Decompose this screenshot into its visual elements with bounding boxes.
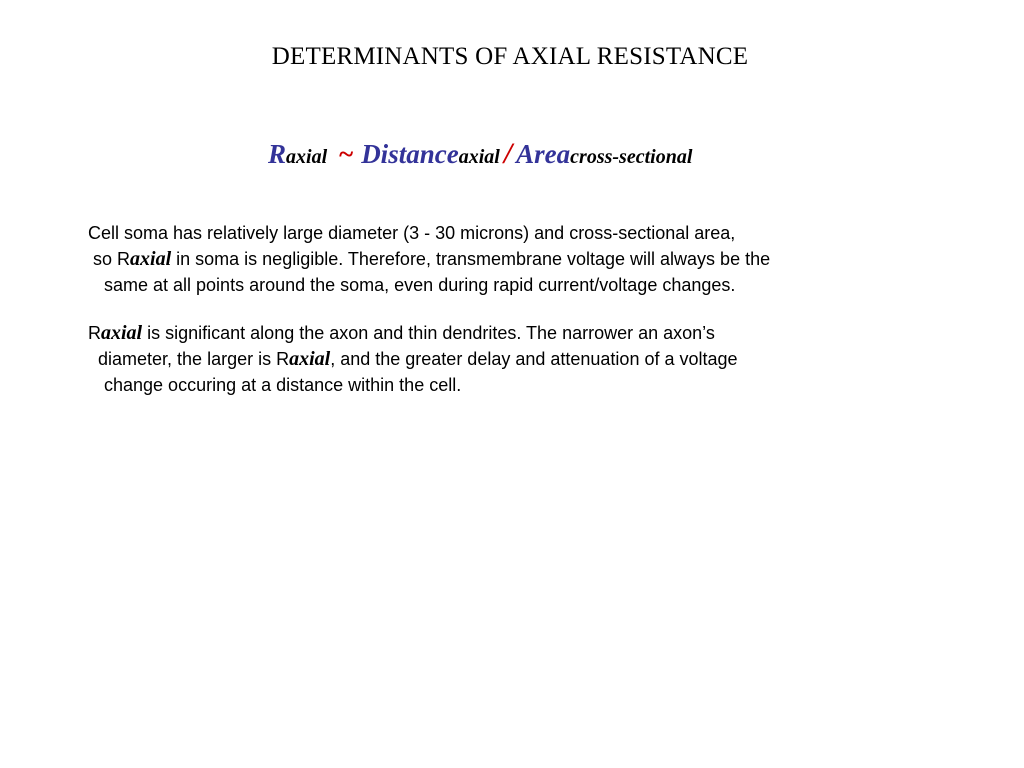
soma-paragraph-line-2 — [93, 246, 770, 272]
soma-paragraph-line-1: Cell soma has relatively large diameter (3 - 30 microns) and cross-sectional area, — [88, 223, 736, 243]
axon-line-1-axial: axial — [101, 322, 143, 344]
axial-resistance-formula — [268, 134, 828, 179]
soma-line-2-prefix: so R — [93, 249, 131, 269]
axon-paragraph-line-2 — [98, 346, 738, 372]
axon-line-1-prefix: R — [88, 323, 101, 343]
formula-distance: Distance — [361, 139, 459, 169]
axon-line-2-axial: axial — [289, 348, 331, 370]
axon-line-2-suffix: , and the greater delay and attenuation of a voltage — [330, 349, 738, 369]
formula-area-subscript: cross-sectional — [570, 146, 693, 168]
soma-line-2-suffix: in soma is negligible. Therefore, transmembrane voltage will always be the — [171, 249, 771, 269]
soma-paragraph-line-3: same at all points around the soma, even during rapid current/voltage changes. — [104, 275, 736, 295]
formula-area: Area — [516, 139, 571, 169]
soma-paragraph — [88, 220, 771, 298]
axon-line-2-prefix: diameter, the larger is R — [98, 349, 290, 369]
formula-distance-subscript: axial — [458, 146, 500, 168]
formula-r-subscript: axial — [286, 146, 328, 168]
formula-r: R — [268, 139, 287, 169]
axon-line-1-suffix: is significant along the axon and thin dendrites. The narrower an axon’s — [142, 323, 715, 343]
soma-line-2-axial: axial — [130, 248, 172, 270]
axon-paragraph-line-3: change occuring at a distance within the cell. — [104, 375, 462, 395]
axon-paragraph-line-1 — [88, 320, 728, 346]
slide-title: DETERMINANTS OF AXIAL RESISTANCE — [271, 43, 749, 70]
formula-slash: / — [503, 137, 513, 170]
formula-tilde: ~ — [339, 139, 354, 169]
axon-paragraph — [88, 320, 738, 398]
